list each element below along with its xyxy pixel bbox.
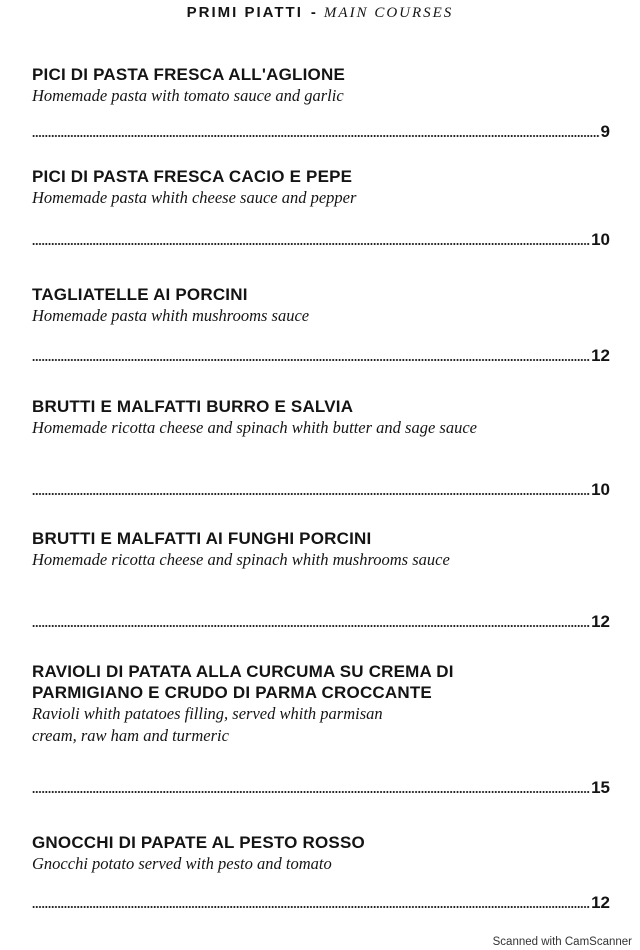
dish-name: PICI DI PASTA FRESCA CACIO E PEPE: [32, 167, 353, 186]
dish-name: BRUTTI E MALFATTI AI FUNGHI PORCINI: [32, 529, 372, 548]
dish-price: 9: [600, 122, 610, 141]
menu-item: [32, 528, 610, 571]
dish-name: GNOCCHI DI PAPATE AL PESTO ROSSO: [32, 833, 365, 852]
title-separator: -: [310, 4, 316, 21]
menu-item: [32, 284, 610, 327]
dot-leader: [32, 493, 590, 495]
price-row: [32, 344, 610, 366]
menu-item: [32, 832, 610, 875]
dish-description: Homemade pasta whith cheese sauce and pepper: [32, 188, 357, 207]
dish-name: TAGLIATELLE AI PORCINI: [32, 285, 248, 304]
dish-price: 12: [591, 612, 610, 631]
section-title-italian: PRIMI PIATTI: [186, 4, 303, 21]
price-row: [32, 891, 610, 913]
dot-leader: [32, 906, 590, 908]
price-row: [32, 478, 610, 500]
dish-price: 10: [591, 480, 610, 499]
dish-name: PICI DI PASTA FRESCA ALL'AGLIONE: [32, 65, 345, 84]
dish-description: Homemade pasta whith mushrooms sauce: [32, 306, 310, 325]
price-row: [32, 228, 610, 250]
section-title-english: MAIN COURSES: [323, 5, 454, 21]
dish-description: Homemade pasta with tomato sauce and garlic: [32, 86, 344, 105]
menu-item: [32, 396, 610, 439]
dish-price: 15: [591, 778, 610, 797]
price-row: [32, 776, 610, 798]
dish-price: 12: [591, 893, 610, 912]
dish-name: BRUTTI E MALFATTI BURRO E SALVIA: [32, 397, 354, 416]
menu-section-header: [0, 4, 640, 22]
price-row: [32, 120, 610, 142]
dish-description: Homemade ricotta cheese and spinach whith butter and sage sauce: [32, 418, 477, 437]
dish-description: Gnocchi potato served with pesto and tomato: [32, 854, 332, 873]
dish-name: RAVIOLI DI PATATA ALLA CURCUMA SU CREMA DI PARMIGIANO E CRUDO DI PARMA CROCCANTE: [32, 662, 454, 702]
dish-description: Ravioli whith patatoes filling, served whith parmisan cream, raw ham and turmeric: [32, 704, 383, 745]
scanner-watermark: Scanned with CamScanner: [492, 936, 632, 948]
dish-price: 12: [591, 346, 610, 365]
dot-leader: [32, 625, 590, 627]
menu-item: [32, 64, 610, 107]
dot-leader: [32, 791, 590, 793]
dot-leader: [32, 135, 600, 137]
menu-item: [32, 166, 610, 209]
price-row: [32, 610, 610, 632]
dot-leader: [32, 243, 590, 245]
dish-description: Homemade ricotta cheese and spinach whith mushrooms sauce: [32, 550, 450, 569]
dot-leader: [32, 359, 590, 361]
dish-price: 10: [591, 230, 610, 249]
menu-item: [32, 661, 610, 747]
